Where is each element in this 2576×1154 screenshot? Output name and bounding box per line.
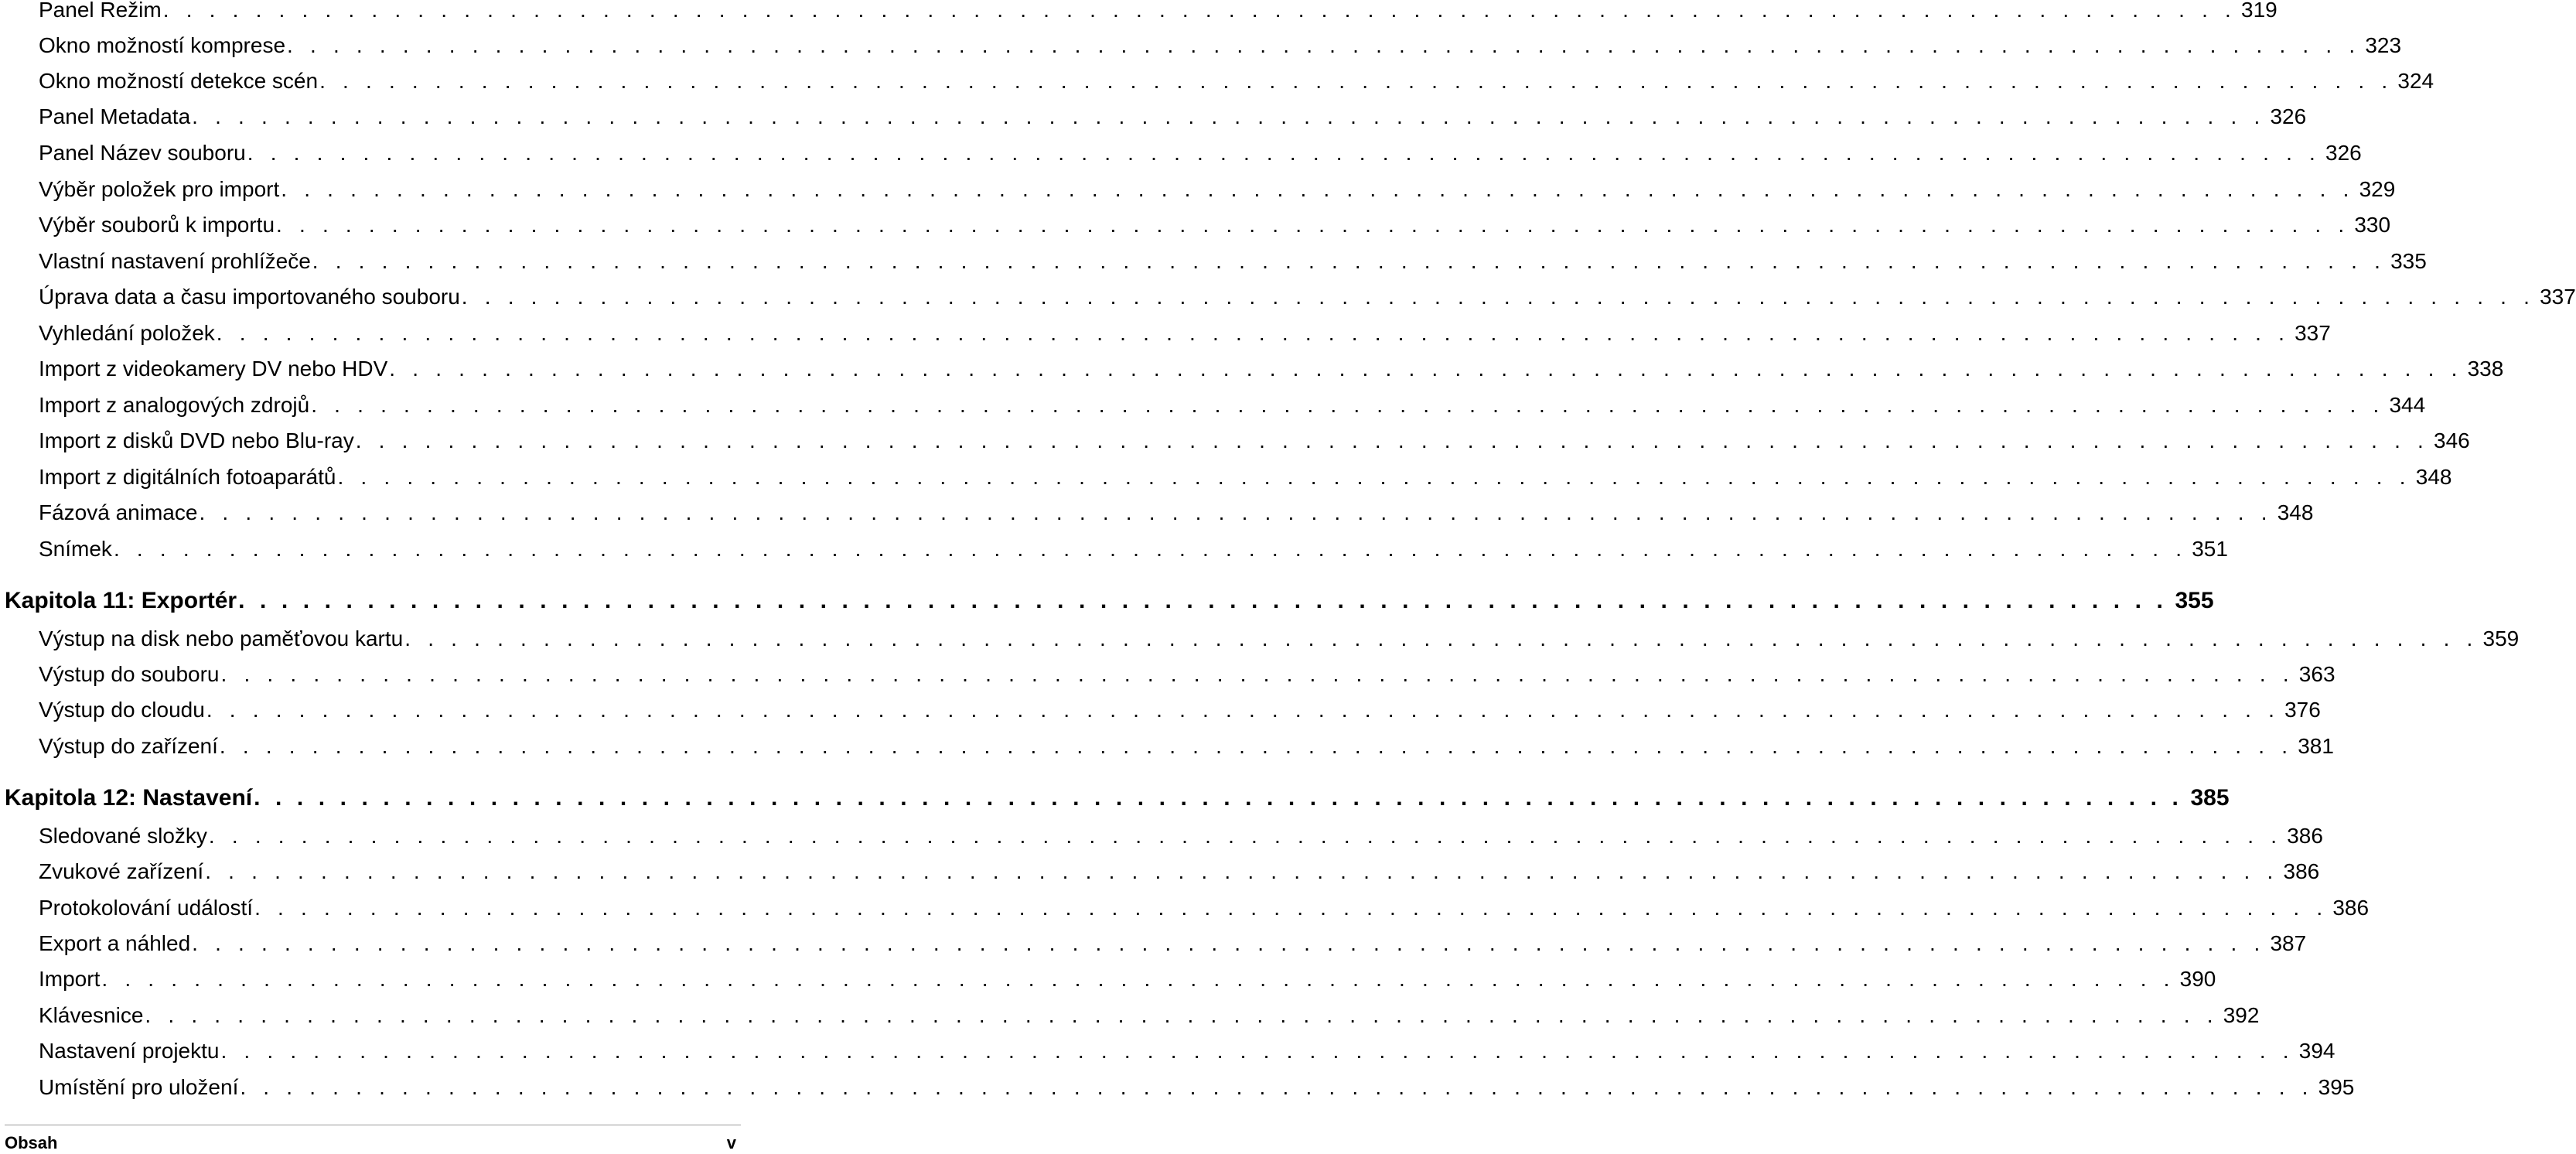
toc-entry[interactable] [39, 965, 2216, 993]
toc-page-number: 390 [2179, 967, 2216, 991]
toc-dot-leader: . . . . . . . . . . . . . . . . . . . . . . . . . . . . . . . . . . . . . . . . . . . . . . . . . . . . . . . . . . . . . . . . . . . . . . . . . . . . . . . . . . . . . . . . . . [240, 1075, 2314, 1099]
toc-page-number: 351 [2192, 537, 2228, 561]
toc-dot-leader: . . . . . . . . . . . . . . . . . . . . . . . . . . . . . . . . . . . . . . . . . . . . . . . . . . . . . . . . . . . . . . . . . . . . . . . . . . . . . . . . . . . . . . . . . . [254, 785, 2183, 811]
toc-page-number: 386 [2283, 859, 2320, 883]
toc-entry-title: Výstup do cloudu [39, 698, 205, 722]
toc-entry-title: Vyhledání položek [39, 321, 215, 345]
toc-dot-leader: . . . . . . . . . . . . . . . . . . . . . . . . . . . . . . . . . . . . . . . . . . . . . . . . . . . . . . . . . . . . . . . . . . . . . . . . . . . . . . . . . . . . . . . . . . [281, 177, 2355, 201]
toc-entry[interactable] [39, 732, 2334, 760]
toc-entry[interactable] [39, 355, 2504, 383]
toc-entry-title: Import z disků DVD nebo Blu-ray [39, 428, 354, 452]
toc-entry[interactable] [39, 499, 2314, 527]
toc-entry-title: Klávesnice [39, 1003, 144, 1027]
toc-entry[interactable] [39, 67, 2434, 95]
toc-entry-title: Import z videokamery DV nebo HDV [39, 357, 388, 381]
toc-entry[interactable] [39, 139, 2362, 167]
toc-dot-leader: . . . . . . . . . . . . . . . . . . . . . . . . . . . . . . . . . . . . . . . . . . . . . . . . . . . . . . . . . . . . . . . . . . . . . . . . . . . . . . . . . . . . . . . . . . [220, 662, 2295, 686]
toc-page-number: 386 [2332, 896, 2370, 920]
toc-entry[interactable] [39, 894, 2370, 922]
toc-dot-leader: . . . . . . . . . . . . . . . . . . . . . . . . . . . . . . . . . . . . . . . . . . . . . . . . . . . . . . . . . . . . . . . . . . . . . . . . . . . . . . . . . . . . . . . . . . [216, 321, 2291, 345]
toc-entry[interactable] [39, 211, 2391, 239]
toc-page-number: 348 [2277, 500, 2314, 524]
toc-dot-leader: . . . . . . . . . . . . . . . . . . . . . . . . . . . . . . . . . . . . . . . . . . . . . . . . . . . . . . . . . . . . . . . . . . . . . . . . . . . . . . . . . . . . . . . . . . [219, 734, 2294, 758]
toc-page-number: 338 [2467, 357, 2504, 381]
toc-dot-leader: . . . . . . . . . . . . . . . . . . . . . . . . . . . . . . . . . . . . . . . . . . . . . . . . . . . . . . . . . . . . . . . . . . . . . . . . . . . . . . . . . . . . . . . . . . [319, 69, 2393, 93]
toc-page-number: 395 [2318, 1075, 2355, 1099]
toc-entry-title: Výstup na disk nebo paměťovou kartu [39, 627, 404, 650]
toc-dot-leader: . . . . . . . . . . . . . . . . . . . . . . . . . . . . . . . . . . . . . . . . . . . . . . . . . . . . . . . . . . . . . . . . . . . . . . . . . . . . . . . . . . . . . . . . . . [311, 393, 2385, 417]
toc-entry-title: Kapitola 11: Exportér [5, 588, 237, 613]
toc-page-number: 319 [2241, 0, 2277, 22]
toc-entry-title: Okno možností detekce scén [39, 69, 319, 93]
toc-page-number: 337 [2295, 321, 2331, 345]
toc-entry-title: Úprava data a času importovaného souboru [39, 285, 460, 309]
toc-dot-leader: . . . . . . . . . . . . . . . . . . . . . . . . . . . . . . . . . . . . . . . . . . . . . . . . . . . . . . . . . . . . . . . . . . . . . . . . . . . . . . . . . . . . . . . . . . [355, 428, 2430, 452]
toc-dot-leader: . . . . . . . . . . . . . . . . . . . . . . . . . . . . . . . . . . . . . . . . . . . . . . . . . . . . . . . . . . . . . . . . . . . . . . . . . . . . . . . . . . . . . . . . . . [208, 824, 2283, 848]
toc-page-number: 324 [2397, 69, 2434, 93]
toc-entry[interactable] [39, 696, 2321, 724]
toc-entry[interactable] [39, 661, 2335, 688]
toc-page-number: 387 [2270, 931, 2307, 955]
toc-entry-title: Panel Režim [39, 0, 162, 22]
toc-dot-leader: . . . . . . . . . . . . . . . . . . . . . . . . . . . . . . . . . . . . . . . . . . . . . . . . . . . . . . . . . . . . . . . . . . . . . . . . . . . . . . . . . . . . . . . . . . [192, 104, 2266, 128]
toc-entry-title: Umístění pro uložení [39, 1075, 239, 1099]
toc-entry[interactable] [39, 427, 2470, 455]
toc-entry-title: Fázová animace [39, 500, 198, 524]
toc-dot-leader: . . . . . . . . . . . . . . . . . . . . . . . . . . . . . . . . . . . . . . . . . . . . . . . . . . . . . . . . . . . . . . . . . . . . . . . . . . . . . . . . . . . . . . . . . . [276, 213, 2350, 237]
toc-page-number: 381 [2298, 734, 2334, 758]
toc-entry-title: Výběr položek pro import [39, 177, 280, 201]
toc-chapter-entry[interactable] [5, 784, 2230, 813]
toc-page-number: 329 [2359, 177, 2396, 201]
footer-page-number: v [726, 1133, 736, 1152]
toc-dot-leader: . . . . . . . . . . . . . . . . . . . . . . . . . . . . . . . . . . . . . . . . . . . . . . . . . . . . . . . . . . . . . . . . . . . . . . . . . . . . . . . . . . . . . . . . . . [238, 588, 2168, 613]
toc-page-number: 335 [2390, 249, 2427, 273]
toc-entry-title: Výstup do zařízení [39, 734, 218, 758]
toc-entry-title: Nastavení projektu [39, 1039, 220, 1063]
toc-entry-title: Import z analogových zdrojů [39, 393, 310, 417]
toc-entry[interactable] [39, 1037, 2335, 1065]
toc-entry[interactable] [39, 625, 2520, 653]
toc-page-number: 344 [2389, 393, 2426, 417]
toc-entry[interactable] [39, 248, 2427, 275]
toc-entry-title: Import [39, 967, 101, 991]
toc-dot-leader: . . . . . . . . . . . . . . . . . . . . . . . . . . . . . . . . . . . . . . . . . . . . . . . . . . . . . . . . . . . . . . . . . . . . . . . . . . . . . . . . . . . . . . . . . . [192, 931, 2266, 955]
toc-entry[interactable] [39, 319, 2331, 347]
toc-entry[interactable] [39, 103, 2307, 131]
toc-page-number: 348 [2415, 465, 2452, 489]
toc-page-number: 330 [2354, 213, 2391, 237]
toc-dot-leader: . . . . . . . . . . . . . . . . . . . . . . . . . . . . . . . . . . . . . . . . . . . . . . . . . . . . . . . . . . . . . . . . . . . . . . . . . . . . . . . . . . . . . . . . . . [220, 1039, 2295, 1063]
footer-section-title: Obsah [5, 1133, 58, 1152]
toc-dot-leader: . . . . . . . . . . . . . . . . . . . . . . . . . . . . . . . . . . . . . . . . . . . . . . . . . . . . . . . . . . . . . . . . . . . . . . . . . . . . . . . . . . . . . . . . . . [205, 859, 2279, 883]
toc-page-number: 386 [2287, 824, 2323, 848]
toc-dot-leader: . . . . . . . . . . . . . . . . . . . . . . . . . . . . . . . . . . . . . . . . . . . . . . . . . . . . . . . . . . . . . . . . . . . . . . . . . . . . . . . . . . . . . . . . . . [247, 141, 2322, 165]
toc-dot-leader: . . . . . . . . . . . . . . . . . . . . . . . . . . . . . . . . . . . . . . . . . . . . . . . . . . . . . . . . . . . . . . . . . . . . . . . . . . . . . . . . . . . . . . . . . . [312, 249, 2387, 273]
toc-entry-title: Import z digitálních fotoaparátů [39, 465, 336, 489]
toc-entry[interactable] [39, 1074, 2355, 1101]
toc-entry-title: Export a náhled [39, 931, 191, 955]
toc-page-number: 392 [2223, 1003, 2260, 1027]
toc-entry[interactable] [39, 930, 2307, 958]
toc-entry[interactable] [39, 176, 2396, 203]
toc-entry[interactable] [39, 535, 2228, 563]
toc-dot-leader: . . . . . . . . . . . . . . . . . . . . . . . . . . . . . . . . . . . . . . . . . . . . . . . . . . . . . . . . . . . . . . . . . . . . . . . . . . . . . . . . . . . . . . . . . . [287, 33, 2361, 57]
toc-entry-title: Zvukové zařízení [39, 859, 204, 883]
toc-entry[interactable] [39, 391, 2426, 419]
toc-page-number: 337 [2540, 285, 2576, 309]
toc-entry-title: Panel Název souboru [39, 141, 246, 165]
toc-dot-leader: . . . . . . . . . . . . . . . . . . . . . . . . . . . . . . . . . . . . . . . . . . . . . . . . . . . . . . . . . . . . . . . . . . . . . . . . . . . . . . . . . . . . . . . . . . [404, 627, 2479, 650]
toc-entry-title: Panel Metadata [39, 104, 191, 128]
toc-entry[interactable] [39, 858, 2320, 886]
toc-dot-leader: . . . . . . . . . . . . . . . . . . . . . . . . . . . . . . . . . . . . . . . . . . . . . . . . . . . . . . . . . . . . . . . . . . . . . . . . . . . . . . . . . . . . . . . . . . [254, 896, 2329, 920]
toc-entry[interactable] [39, 463, 2452, 491]
toc-entry-title: Výstup do souboru [39, 662, 220, 686]
toc-entry-title: Protokolování událostí [39, 896, 254, 920]
toc-entry-title: Vlastní nastavení prohlížeče [39, 249, 311, 273]
toc-entry[interactable] [39, 1002, 2260, 1029]
toc-page-number: 359 [2482, 627, 2520, 650]
toc-page-number: 323 [2365, 33, 2402, 57]
toc-dot-leader: . . . . . . . . . . . . . . . . . . . . . . . . . . . . . . . . . . . . . . . . . . . . . . . . . . . . . . . . . . . . . . . . . . . . . . . . . . . . . . . . . . . . . . . . . . [101, 967, 2175, 991]
toc-dot-leader: . . . . . . . . . . . . . . . . . . . . . . . . . . . . . . . . . . . . . . . . . . . . . . . . . . . . . . . . . . . . . . . . . . . . . . . . . . . . . . . . . . . . . . . . . . [113, 537, 2188, 561]
toc-chapter-entry[interactable] [5, 586, 2214, 616]
toc-entry-title: Okno možností komprese [39, 33, 286, 57]
toc-entry-title: Sledované složky [39, 824, 207, 848]
toc-page-number: 326 [2325, 141, 2362, 165]
toc-entry[interactable] [39, 822, 2323, 850]
toc-entry[interactable] [39, 32, 2402, 60]
toc-entry[interactable] [39, 283, 2576, 311]
toc-entry-title: Výběr souborů k importu [39, 213, 275, 237]
toc-page-number: 346 [2434, 428, 2470, 452]
toc-page-number: 363 [2298, 662, 2335, 686]
toc-dot-leader: . . . . . . . . . . . . . . . . . . . . . . . . . . . . . . . . . . . . . . . . . . . . . . . . . . . . . . . . . . . . . . . . . . . . . . . . . . . . . . . . . . . . . . . . . . [162, 0, 2237, 22]
toc-page-number: 326 [2270, 104, 2307, 128]
toc-dot-leader: . . . . . . . . . . . . . . . . . . . . . . . . . . . . . . . . . . . . . . . . . . . . . . . . . . . . . . . . . . . . . . . . . . . . . . . . . . . . . . . . . . . . . . . . . . [145, 1003, 2219, 1027]
toc-dot-leader: . . . . . . . . . . . . . . . . . . . . . . . . . . . . . . . . . . . . . . . . . . . . . . . . . . . . . . . . . . . . . . . . . . . . . . . . . . . . . . . . . . . . . . . . . . [337, 465, 2411, 489]
toc-page-number: 385 [2190, 785, 2230, 811]
toc-dot-leader: . . . . . . . . . . . . . . . . . . . . . . . . . . . . . . . . . . . . . . . . . . . . . . . . . . . . . . . . . . . . . . . . . . . . . . . . . . . . . . . . . . . . . . . . . . [461, 285, 2536, 309]
toc-entry[interactable] [39, 0, 2277, 24]
toc-entry-title: Snímek [39, 537, 112, 561]
toc-page-number: 376 [2284, 698, 2321, 722]
toc-entry-title: Kapitola 12: Nastavení [5, 785, 253, 811]
toc-page-number: 394 [2298, 1039, 2335, 1063]
toc-dot-leader: . . . . . . . . . . . . . . . . . . . . . . . . . . . . . . . . . . . . . . . . . . . . . . . . . . . . . . . . . . . . . . . . . . . . . . . . . . . . . . . . . . . . . . . . . . [206, 698, 2281, 722]
toc-dot-leader: . . . . . . . . . . . . . . . . . . . . . . . . . . . . . . . . . . . . . . . . . . . . . . . . . . . . . . . . . . . . . . . . . . . . . . . . . . . . . . . . . . . . . . . . . . [389, 357, 2463, 381]
toc-page-number: 355 [2175, 588, 2214, 613]
toc-dot-leader: . . . . . . . . . . . . . . . . . . . . . . . . . . . . . . . . . . . . . . . . . . . . . . . . . . . . . . . . . . . . . . . . . . . . . . . . . . . . . . . . . . . . . . . . . . [199, 500, 2273, 524]
